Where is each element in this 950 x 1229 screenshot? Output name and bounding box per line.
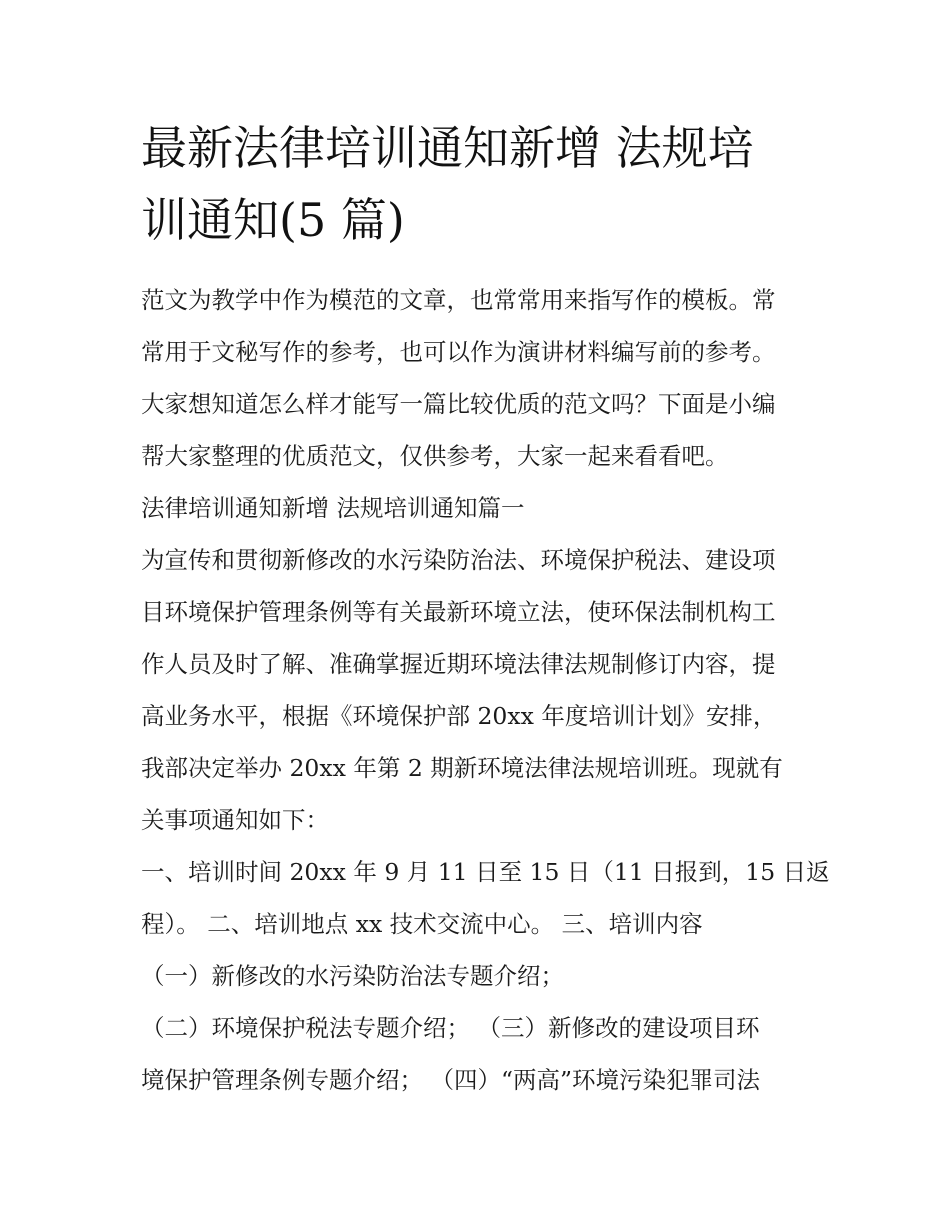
body-line: 作人员及时了解、准确掌握近期环境法律法规制修订内容，提 (141, 650, 776, 678)
body-line: 高业务水平，根据《环境保护部 20xx 年度培训计划》安排， (141, 702, 777, 730)
intro-line: 大家想知道怎么样才能写一篇比较优质的范文吗？下面是小编 (141, 390, 776, 418)
intro-line: 帮大家整理的优质范文，仅供参考，大家一起来看看吧。 (141, 442, 729, 470)
intro-paragraph (141, 274, 830, 1106)
body-line: （一）新修改的水污染防治法专题介绍； (141, 962, 564, 990)
body-line: 关事项通知如下： (141, 806, 329, 834)
body-line: 我部决定举办 20xx 年第 2 期新环境法律法规培训班。现就有 (141, 754, 783, 782)
title-line-2: 训通知(5 篇) (141, 193, 405, 247)
body-line: 境保护管理条例专题介绍； （四）“两高”环境污染犯罪司法 (141, 1066, 760, 1094)
body-line: 一、培训时间 20xx 年 9 月 11 日至 15 日（11 日报到，15 日返 (141, 858, 830, 886)
section-heading: 法律培训通知新增 法规培训通知篇一 (141, 494, 525, 522)
intro-line: 常用于文秘写作的参考，也可以作为演讲材料编写前的参考。 (141, 338, 776, 366)
body-line: 程）。 二、培训地点 xx 技术交流中心。 三、培训内容 (141, 910, 703, 938)
body-line: （二）环境保护税法专题介绍； （三）新修改的建设项目环 (141, 1014, 760, 1042)
intro-line: 范文为教学中作为模范的文章，也常常用来指写作的模板。常 (141, 286, 776, 314)
title-line-1: 最新法律培训通知新增 法规培 (141, 121, 754, 175)
body-line: 为宣传和贯彻新修改的水污染防治法、环境保护税法、建设项 (141, 546, 776, 574)
body-line: 目环境保护管理条例等有关最新环境立法，使环保法制机构工 (141, 598, 776, 626)
document-title (141, 112, 831, 256)
